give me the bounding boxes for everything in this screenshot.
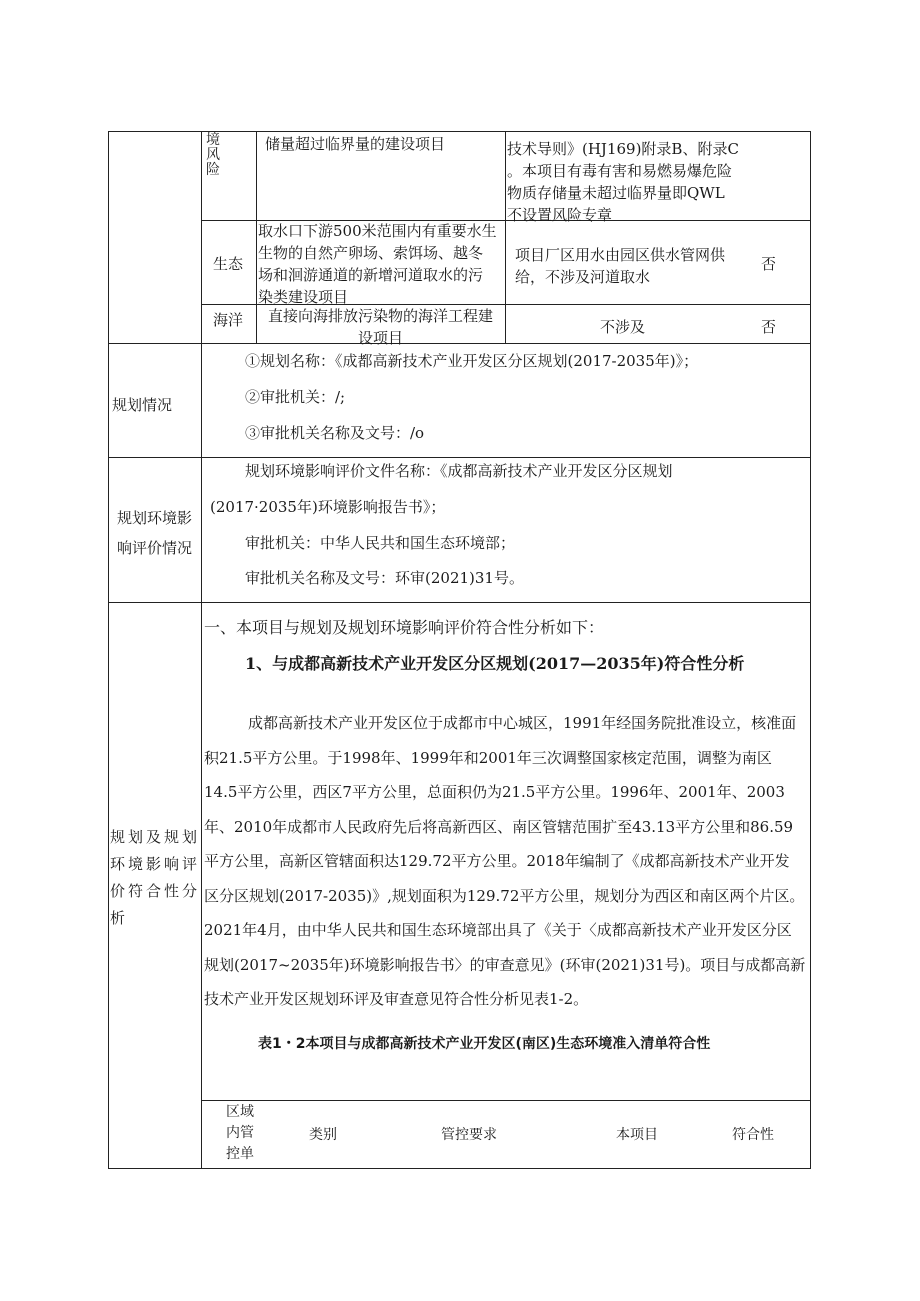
header-zone: 区域 内管 控单 bbox=[226, 1104, 254, 1162]
table-right-border bbox=[810, 131, 811, 1169]
ecology-result: 否 bbox=[761, 255, 777, 273]
analysis-label: 规划及规划 环境影响评 价符合性分 析 bbox=[110, 828, 201, 927]
ocean-content: 直接向海排放污染物的海洋工程建 设项目 bbox=[267, 307, 493, 347]
planning-label: 规划情况 bbox=[112, 396, 173, 414]
table-bottom-border bbox=[108, 1168, 811, 1169]
analysis-paragraph: 成都高新技术产业开发区位于成都市中心城区，1991年经国务院批准设立，核准面 积21.5平方公里。于1998年、1999年和2001年三次调整国家核定范围，调整为南区 14.5平方公里，西区7平方公里，总面积仍为21.5平方公里。1996年、2001年、2003 年、2010年成都市人民政府先后将高新西区、南区管辖范围扩至43.13平方公里和86.59 平方公里，高新区管辖面积达129.72平方公里。2018年编制了《成都高新技术产业开发 区分区规划(2017-2035)》,规划面积为129.72平方公里，规划分为西区和南区两个片区。 2021年4月，由中华人民共和国生态环境部出具了《关于〈成都高新技术产业开发区分区 规划(2017~2035年)环境影响报告书〉的审查意见》(环审(2021)31号)。项目与成都高新 技术产业开发区规划环评及审查意见符合性分析见表1-2。 bbox=[204, 714, 806, 1008]
risk-project-description: 技术导则》(HJ169)附录B、附录C 。本项目有毒有害和易燃易爆危险 物质存储量未超过临界量即QWL 不设置风险专章 bbox=[507, 140, 739, 224]
planning-approval-authority: ②审批机关：/; bbox=[245, 388, 346, 406]
header-project: 本项目 bbox=[616, 1127, 658, 1143]
planning-eia-label: 规划环境影 响评价情况 bbox=[116, 509, 192, 557]
analysis-heading: 一、本项目与规划及规划环境影响评价符合性分析如下： bbox=[204, 618, 605, 637]
header-compliance: 符合性 bbox=[732, 1127, 774, 1143]
ecology-label: 生态 bbox=[213, 255, 244, 273]
ocean-project: 不涉及 bbox=[600, 318, 646, 336]
table-left-border bbox=[108, 131, 109, 1169]
planning-eia-approval-document: 审批机关名称及文号：环审(2021)31号。 bbox=[245, 569, 524, 587]
risk-content: 储量超过临界量的建设项目 bbox=[265, 135, 446, 153]
ocean-label: 海洋 bbox=[213, 311, 244, 329]
risk-label: 境 风 险 bbox=[206, 132, 220, 178]
analysis-subheading: 1、与成都高新技术产业开发区分区规划(2017—2035年)符合性分析 bbox=[245, 654, 745, 673]
planning-name: ①规划名称：《成都高新技术产业开发区分区规划(2017-2035年)》； bbox=[245, 352, 699, 370]
table-caption: 表1・2本项目与成都高新技术产业开发区(南区)生态环境准入清单符合性 bbox=[258, 1036, 711, 1052]
ecology-project-description: 项目厂区用水由园区供水管网供 给，不涉及河道取水 bbox=[515, 246, 726, 286]
planning-eia-approval-authority: 审批机关：中华人民共和国生态环境部； bbox=[245, 534, 516, 552]
header-category: 类别 bbox=[309, 1127, 337, 1143]
ocean-result: 否 bbox=[761, 318, 777, 336]
ecology-content: 取水口下游500米范围内有重要水生 生物的自然产卵场、索饵场、越冬 场和洄游通道的新增河道取水的污 染类建设项目 bbox=[258, 222, 497, 306]
header-requirement: 管控要求 bbox=[441, 1127, 497, 1143]
row-divider-planning-eia bbox=[108, 457, 811, 458]
column-divider-label bbox=[201, 131, 202, 1169]
column-divider-content bbox=[505, 131, 506, 344]
planning-eia-document-name-cont: (2017·2035年)环境影响报告书》； bbox=[210, 498, 446, 516]
planning-eia-document-name: 规划环境影响评价文件名称：《成都高新技术产业开发区分区规划 bbox=[245, 462, 673, 480]
planning-approval-document: ③审批机关名称及文号：/o bbox=[245, 424, 425, 442]
row-divider-eia-analysis bbox=[108, 602, 811, 603]
inner-table-top-border bbox=[201, 1100, 811, 1101]
